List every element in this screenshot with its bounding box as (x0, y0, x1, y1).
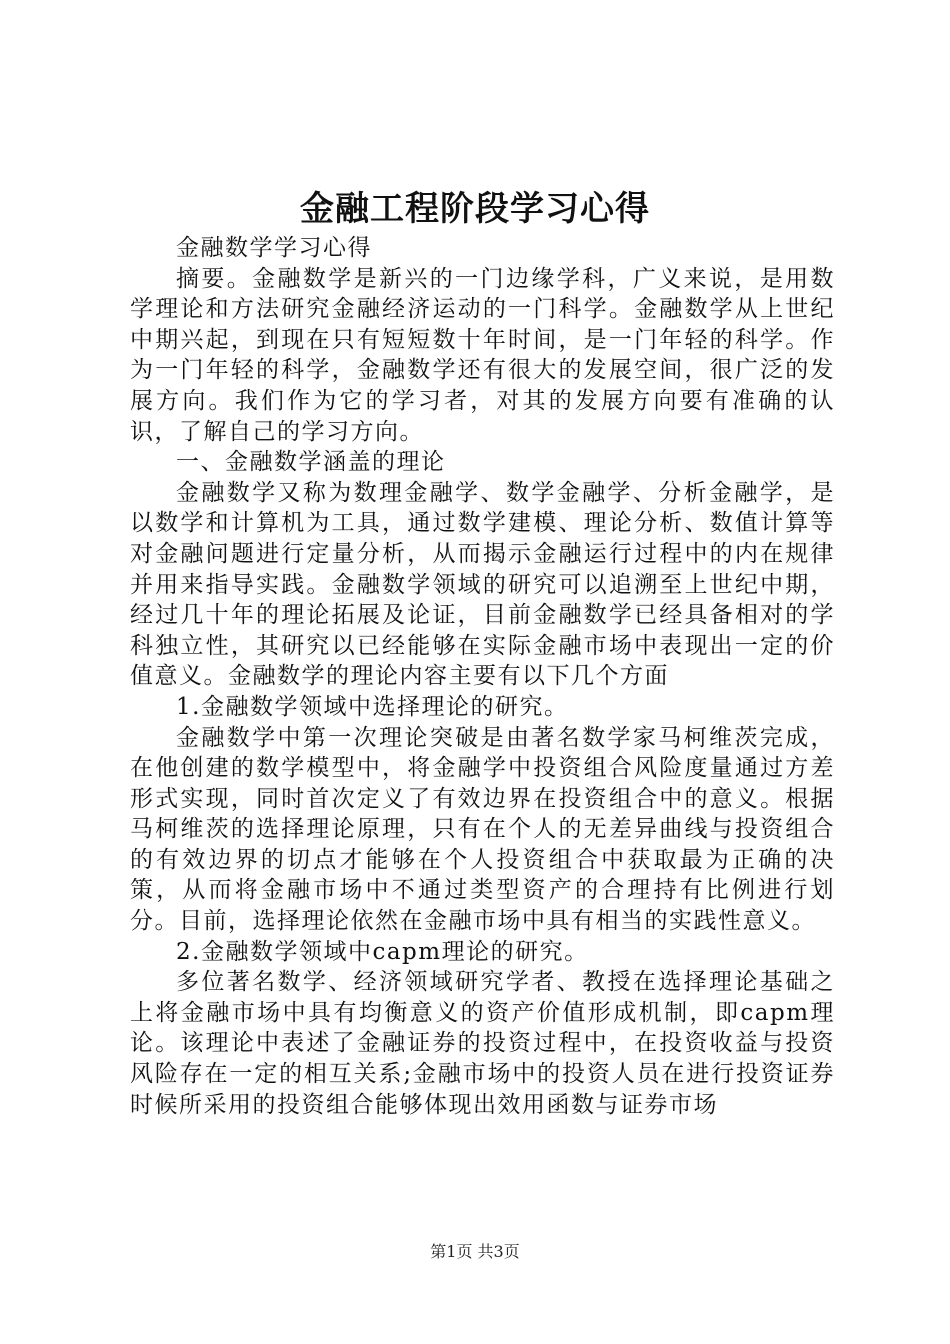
subsection-heading: 2.金融数学领域中capm理论的研究。 (176, 938, 589, 965)
paragraph: 金融数学中第一次理论突破是由著名数学家马柯维茨完成，在他创建的数学模型中，将金融学中投资组合风险度量通过方差形式实现，同时首次定义了有效边界在投资组合中的意义。根据马柯维茨的选择理论原理，只有在个人的无差异曲线与投资组合的有效边界的切点才能够在个人投资组合中获取最为正确的决策，从而将金融市场中不通过类型资产的合理持有比例进行划分。目前，选择理论依然在金融市场中具有相当的实践性意义。 (130, 724, 835, 935)
document-title: 金融工程阶段学习心得 (300, 189, 650, 229)
paragraph: 摘要。金融数学是新兴的一门边缘学科，广义来说，是用数学理论和方法研究金融经济运动的一门科学。金融数学从上世纪中期兴起，到现在只有短短数十年时间，是一门年轻的科学。作为一门年轻的科学，金融数学还有很大的发展空间，很广泛的发展方向。我们作为它的学习者，对其的发展方向要有准确的认识，了解自己的学习方向。 (130, 265, 835, 445)
paragraph: 金融数学又称为数理金融学、数学金融学、分析金融学，是以数学和计算机为工具，通过数学建模、理论分析、数值计算等对金融问题进行定量分析，从而揭示金融运行过程中的内在规律并用来指导实践。金融数学领域的研究可以追溯至上世纪中期，经过几十年的理论拓展及论证，目前金融数学已经具备相对的学科独立性，其研究以已经能够在实际金融市场中表现出一定的价值意义。金融数学的理论内容主要有以下几个方面 (130, 479, 835, 690)
page-footer: 第1页 共3页 (430, 1242, 520, 1261)
paragraph: 金融数学学习心得 (176, 235, 372, 261)
subsection-heading: 1.金融数学领域中选择理论的研究。 (176, 693, 569, 720)
section-heading: 一、金融数学涵盖的理论 (176, 449, 446, 476)
document-body (130, 233, 835, 1120)
paragraph: 多位著名数学、经济领域研究学者、教授在选择理论基础之上将金融市场中具有均衡意义的资产价值形成机制，即capm理论。该理论中表述了金融证券的投资过程中，在投资收益与投资风险存在一定的相互关系;金融市场中的投资人员在进行投资证券时候所采用的投资组合能够体现出效用函数与证券市场 (130, 969, 835, 1118)
